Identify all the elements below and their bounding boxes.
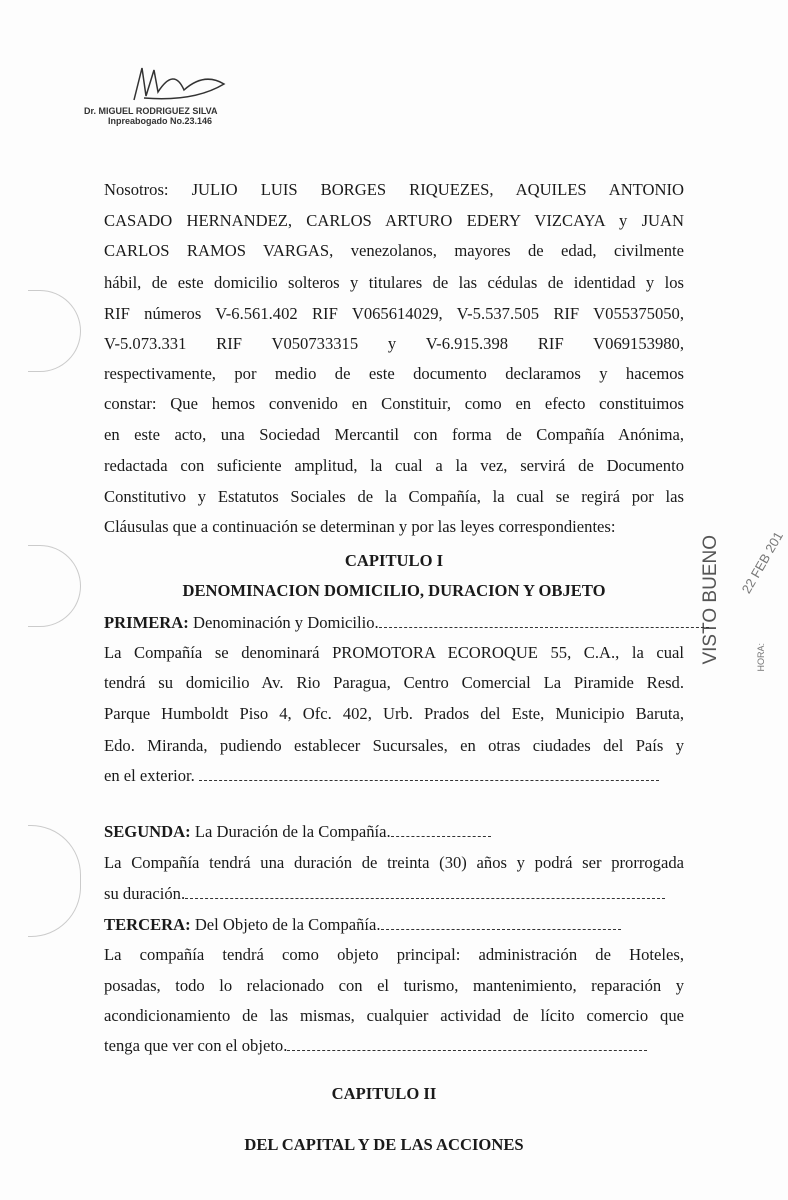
clause-heading-segunda: SEGUNDA: La Duración de la Compañía. xyxy=(104,822,684,842)
clause-line: su duración. xyxy=(104,884,684,904)
intro-line: hábil, de este domicilio solteros y titulares de las cédulas de identidad y los xyxy=(104,273,684,292)
notary-seal xyxy=(28,290,81,372)
notary-seal xyxy=(28,825,81,937)
lawyer-registration: Inpreabogado No.23.146 xyxy=(108,116,213,126)
intro-line: RIF números V-6.561.402 RIF V065614029, V-5.537.505 RIF V055375050, xyxy=(104,304,684,323)
intro-line: en este acto, una Sociedad Mercantil con forma de Compañía Anónima, xyxy=(104,425,684,444)
stamp-hora: HORA: xyxy=(756,643,766,672)
notary-seal xyxy=(28,545,81,627)
clause-line: tendrá su domicilio Av. Rio Paragua, Centro Comercial La Piramide Resd. xyxy=(104,673,684,692)
chapter-subtitle: DENOMINACION DOMICILIO, DURACION Y OBJETO xyxy=(182,581,606,600)
visto-bueno-stamp xyxy=(700,525,786,695)
signature-block xyxy=(84,66,218,126)
lawyer-name: Dr. MIGUEL RODRIGUEZ SILVA xyxy=(84,106,218,116)
intro-line: respectivamente, por medio de este documento declaramos y hacemos xyxy=(104,364,684,383)
clause-line: tenga que ver con el objeto. xyxy=(104,1036,684,1056)
chapter-subtitle: DEL CAPITAL Y DE LAS ACCIONES xyxy=(244,1135,524,1154)
clause-line: La Compañía tendrá una duración de treinta (30) años y podrá ser prorrogada xyxy=(104,853,684,872)
chapter-title: CAPITULO II xyxy=(331,1084,437,1103)
intro-line: CASADO HERNANDEZ, CARLOS ARTURO EDERY VIZCAYA y JUAN xyxy=(104,211,684,230)
clause-line: Parque Humboldt Piso 4, Ofc. 402, Urb. Prados del Este, Municipio Baruta, xyxy=(104,704,684,723)
clause-heading-tercera: TERCERA: Del Objeto de la Compañía. xyxy=(104,915,684,935)
clause-line: posadas, todo lo relacionado con el turismo, mantenimiento, reparación y xyxy=(104,976,684,995)
clause-heading-primera: PRIMERA: Denominación y Domicilio. xyxy=(104,613,684,633)
chapter-title: CAPITULO I xyxy=(344,551,444,570)
stamp-date: 22 FEB 201 xyxy=(738,529,786,596)
clause-line: en el exterior. xyxy=(104,766,684,786)
intro-line: Constitutivo y Estatutos Sociales de la Compañía, la cual se regirá por las xyxy=(104,487,684,506)
clause-line: La Compañía se denominará PROMOTORA ECOROQUE 55, C.A., la cual xyxy=(104,643,684,662)
intro-line: constar: Que hemos convenido en Constituir, como en efecto constituimos xyxy=(104,394,684,413)
intro-line: V-5.073.331 RIF V050733315 y V-6.915.398 RIF V069153980, xyxy=(104,334,684,353)
clause-line: Edo. Miranda, pudiendo establecer Sucursales, en otras ciudades del País y xyxy=(104,736,684,755)
clause-line: acondicionamiento de las mismas, cualquier actividad de lícito comercio que xyxy=(104,1006,684,1025)
intro-line: CARLOS RAMOS VARGAS, venezolanos, mayores de edad, civilmente xyxy=(104,241,684,260)
intro-line: redactada con suficiente amplitud, la cual a la vez, servirá de Documento xyxy=(104,456,684,475)
intro-line: Nosotros: JULIO LUIS BORGES RIQUEZES, AQUILES ANTONIO xyxy=(104,180,684,199)
clause-line: La compañía tendrá como objeto principal: administración de Hoteles, xyxy=(104,945,684,964)
handwritten-signature-icon xyxy=(124,62,234,102)
intro-line: Cláusulas que a continuación se determinan y por las leyes correspondientes: xyxy=(104,517,616,536)
stamp-title: VISTO BUENO xyxy=(700,535,721,665)
